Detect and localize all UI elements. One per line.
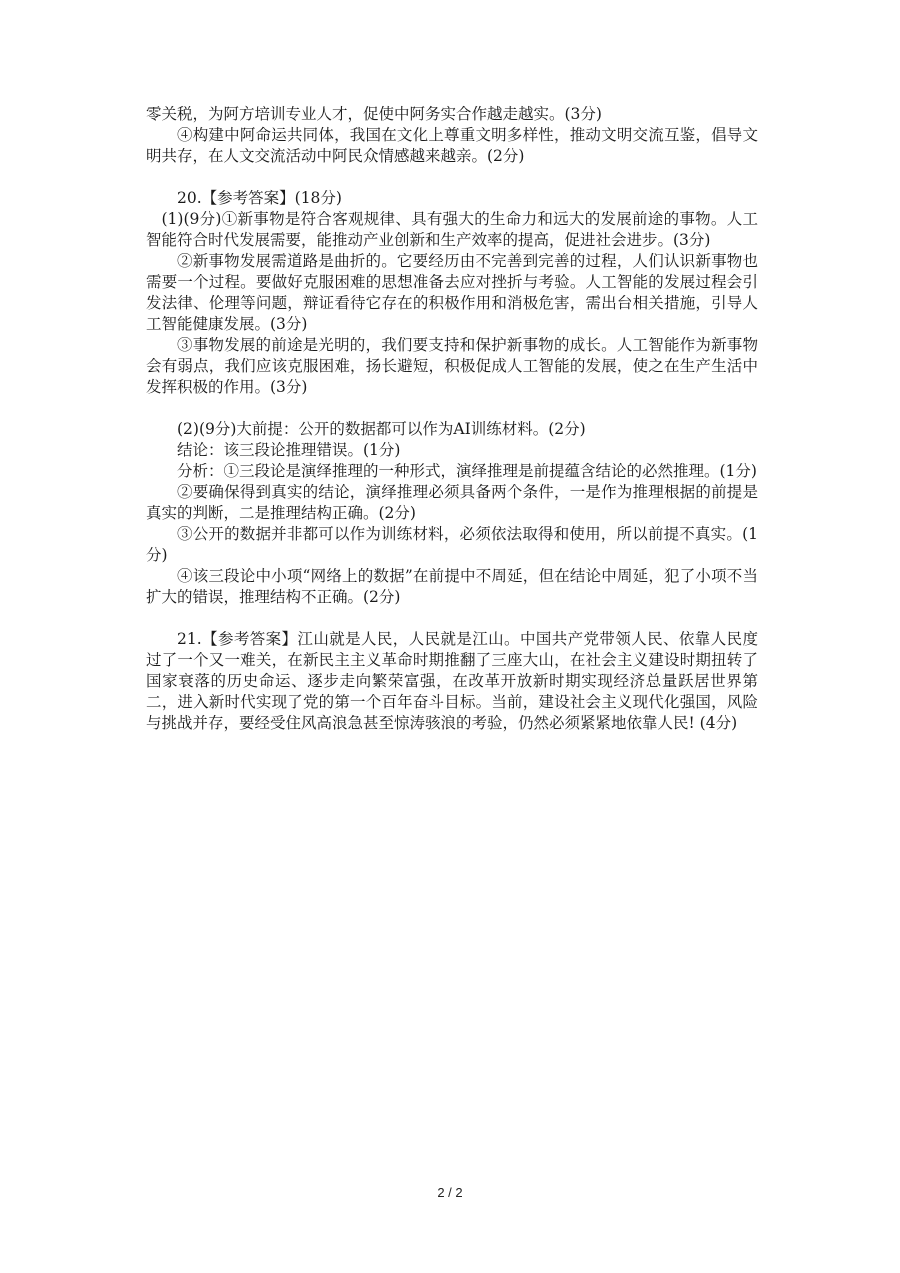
q19-point-4: ④构建中阿命运共同体，我国在文化上尊重文明多样性，推动文明交流互鉴，倡导文明共存，在人文交流活动中阿民众情感越来越亲。(2分) [146, 126, 758, 165]
document-body [146, 104, 758, 734]
q21-answer: 21.【参考答案】江山就是人民，人民就是江山。中国共产党带领人民、依靠人民度过了一个又一难关，在新民主主义革命时期推翻了三座大山，在社会主义建设时期扭转了国家衰落的历史命运、逐步走向繁荣富强，在改革开放新时期实现经济总量跃居世界第二，进入新时代实现了党的第一个百年奋斗目标。当前，建设社会主义现代化强国，风险与挑战并存，要经受住风高浪急甚至惊涛骇浪的考验，仍然必须紧紧地依靠人民! (4分) [146, 630, 758, 732]
q20-part2-premise: (2)(9分)大前提：公开的数据都可以作为AI训练材料。(2分) [177, 420, 586, 438]
q20-part1-point1: (1)(9分)①新事物是符合客观规律、具有强大的生命力和远大的发展前途的事物。人工智能符合时代发展需要，能推动产业创新和生产效率的提高，促进社会进步。(3分) [146, 210, 758, 249]
q19-tail-line: 零关税，为阿方培训专业人才，促使中阿务实合作越走越实。(3分) [146, 105, 602, 123]
q20-part2-analysis4: ④该三段论中小项“网络上的数据”在前提中不周延，但在结论中周延，犯了小项不当扩大的错误，推理结构不正确。(2分) [146, 567, 758, 606]
q20-part1-point2: ②新事物发展需道路是曲折的。它要经历由不完善到完善的过程，人们认识新事物也需要一个过程。要做好克服困难的思想准备去应对挫折与考验。人工智能的发展过程会引发法律、伦理等问题，辩证看待它存在的积极作用和消极危害，需出台相关措施，引导人工智能健康发展。(3分) [146, 252, 758, 333]
q20-part1-point3: ③事物发展的前途是光明的，我们要支持和保护新事物的成长。人工智能作为新事物会有弱点，我们应该克服困难，扬长避短，积极促成人工智能的发展，使之在生产生活中发挥积极的作用。(3分) [146, 336, 758, 396]
q20-part2-analysis2: ②要确保得到真实的结论，演绎推理必须具备两个条件，一是作为推理根据的前提是真实的判断，二是推理结构正确。(2分) [146, 483, 758, 522]
q20-part2-analysis3: ③公开的数据并非都可以作为训练材料，必须依法取得和使用，所以前提不真实。(1分) [146, 525, 758, 564]
q20-part2-conclusion: 结论：该三段论推理错误。(1分) [177, 441, 401, 459]
q20-part2-analysis1: 分析：①三段论是演绎推理的一种形式，演绎推理是前提蕴含结论的必然推理。(1分) [177, 462, 757, 480]
q20-heading: 20.【参考答案】(18分) [177, 189, 342, 207]
spacer [146, 167, 758, 188]
spacer [146, 398, 758, 419]
page-number: 2 / 2 [437, 1185, 463, 1200]
spacer [146, 608, 758, 629]
